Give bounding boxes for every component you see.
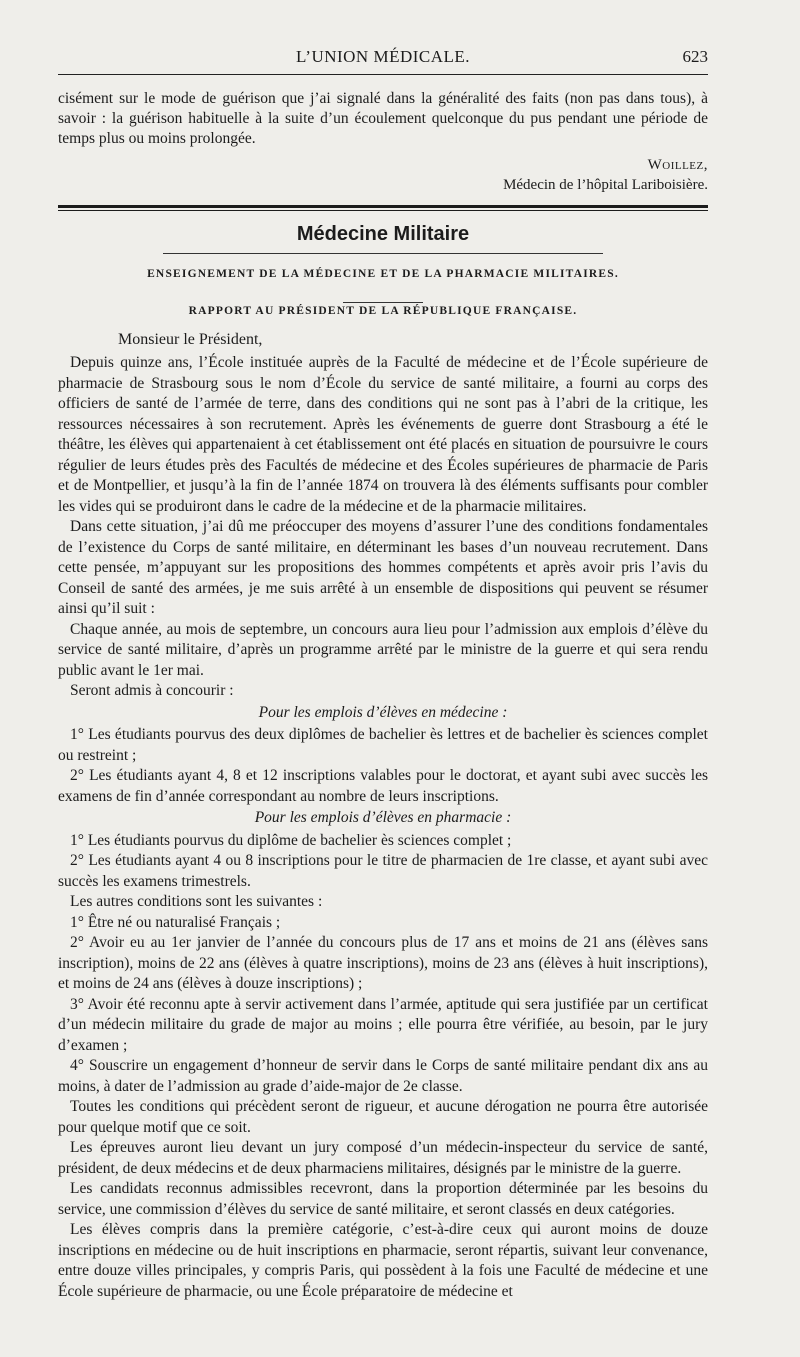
list-item: 2° Les étudiants ayant 4, 8 et 12 inscriptions valables pour le doctorat, et ayant subi avec succès les examens de fin d’année correspondant au nombre de leurs inscriptions.: [58, 767, 708, 805]
list-item: 4° Souscrire un engagement d’honneur de servir dans le Corps de santé militaire pendant dix ans au moins, à dater de l’admission au grade d’aide-major de 2e classe.: [58, 1057, 708, 1095]
subsection-heading: Pour les emplois d’élèves en pharmacie :: [254, 809, 512, 826]
body-paragraph: Les élèves compris dans la première catégorie, c’est-à-dire ceux qui auront moins de douze inscriptions en médecine ou de huit inscriptions en pharmacie, seront répartis, suivant leur convenance, entre douze villes principales, y compris Paris, qui possèdent à la fois une Faculté de médecine et une École supérieure de pharmacie, ou une École préparatoire de médecine et: [58, 1221, 708, 1300]
intro-paragraph: cisément sur le mode de guérison que j’ai signalé dans la généralité des faits (non pas dans tous), à savoir : la guérison habituelle à la suite d’un écoulement quelconque du pus pendant une période de temps plus ou moins prolongée.: [58, 90, 708, 147]
list-item: 2° Avoir eu au 1er janvier de l’année du concours plus de 17 ans et moins de 21 ans (élèves sans inscription), moins de 22 ans (élèves à quatre inscriptions), moins de 23 ans (élèves à huit inscriptions), et moins de 24 ans (élèves à douze inscriptions) ;: [58, 934, 708, 992]
body-paragraph: Les autres conditions sont les suivantes :: [70, 893, 323, 910]
section-divider-thin: [58, 210, 708, 211]
title-underline: [163, 253, 603, 254]
body-paragraph: Chaque année, au mois de septembre, un concours aura lieu pour l’admission aux emplois d’élève du service de santé militaire, d’après un programme arrêté par le ministre de la guerre et qui sera rendu public avant le 1er mai.: [58, 620, 708, 679]
body-paragraph: Les candidats reconnus admissibles recevront, dans la proportion déterminée par les besoins du service, une commission d’élèves du service de santé militaire, et seront classés en deux catégories.: [58, 1180, 708, 1218]
body-paragraph: Seront admis à concourir :: [70, 682, 234, 699]
list-item: 2° Les étudiants ayant 4 ou 8 inscriptions pour le titre de pharmacien de 1re classe, et ayant subi avec succès les examens trimestrels.: [58, 852, 708, 890]
signature-block: [58, 155, 708, 195]
article-body: [58, 353, 708, 1302]
body-paragraph: Dans cette situation, j’ai dû me préoccuper des moyens d’assurer l’une des conditions fondamentales de l’existence du Corps de santé militaire, en déterminant les bases d’un nouveau recrutement. Dans cette pensée, m’appuyant sur les propositions des hommes compétents et après avoir pris l’avis du Conseil de santé des armées, je me suis arrêté à un ensemble de dispositions qui peuvent se résumer ainsi qu’il suit :: [58, 518, 708, 617]
running-title: L’UNION MÉDICALE.: [295, 47, 471, 66]
list-item: 1° Être né ou naturalisé Français ;: [70, 913, 281, 931]
subsection-heading: Pour les emplois d’élèves en médecine :: [258, 703, 508, 721]
signature-title: Médecin de l’hôpital Lariboisière.: [503, 177, 708, 193]
section-title: Médecine Militaire: [296, 223, 470, 245]
body-paragraph: Les épreuves auront lieu devant un jury composé d’un médecin-inspecteur du service de santé, président, de deux médecins et de deux pharmaciens militaires, désignés par le ministre de la guerre.: [58, 1139, 708, 1177]
running-header: [58, 0, 708, 75]
list-item: 1° Les étudiants pourvus des deux diplômes de bachelier ès lettres et de bachelier ès sciences complet ou restreint ;: [58, 726, 708, 764]
signature-name: Woillez,: [647, 157, 708, 173]
list-item: 3° Avoir été reconnu apte à servir activement dans l’armée, aptitude qui sera justifiée par un certificat d’un médecin militaire du grade de major au moins ; elle pourra être vérifiée, au besoin, par le jury d’examen ;: [58, 995, 708, 1054]
section-divider: [58, 205, 708, 208]
list-item: 1° Les étudiants pourvus du diplôme de bachelier ès sciences complet ;: [70, 831, 512, 849]
body-paragraph: Depuis quinze ans, l’École instituée auprès de la Faculté de médecine et de l’École supérieure de pharmacie de Strasbourg sous le nom d’École du service de santé militaire, a fourni au corps des officiers de santé de l’armée de terre, dans des conditions qui ne sont pas à l’abri de la critique, les ressources nécessaires à son recrutement. Après les événements de guerre dont Strasbourg a été le théâtre, les élèves qui appartenaient à cet établissement ont été placés en situation de poursuivre le cours régulier de leurs études près des Facultés de médecine et des Écoles supérieures de pharmacie de Paris et de Montpellier, et jusqu’à la fin de l’année 1874 on trouvera là des éléments suffisants pour combler les vides qui se produiront dans le cadre de la médecine et de la pharmacie militaires.: [58, 354, 708, 515]
salutation: Monsieur le Président,: [118, 331, 263, 348]
report-heading: RAPPORT AU PRÉSIDENT DE LA RÉPUBLIQUE FRANÇAISE.: [188, 305, 578, 317]
section-subtitle: ENSEIGNEMENT DE LA MÉDECINE ET DE LA PHARMACIE MILITAIRES.: [147, 268, 619, 280]
page-number: 623: [682, 47, 708, 66]
short-divider: [343, 302, 423, 303]
body-paragraph: Toutes les conditions qui précèdent seront de rigueur, et aucune dérogation ne pourra être autorisée pour quelque motif que ce soit.: [58, 1098, 708, 1136]
